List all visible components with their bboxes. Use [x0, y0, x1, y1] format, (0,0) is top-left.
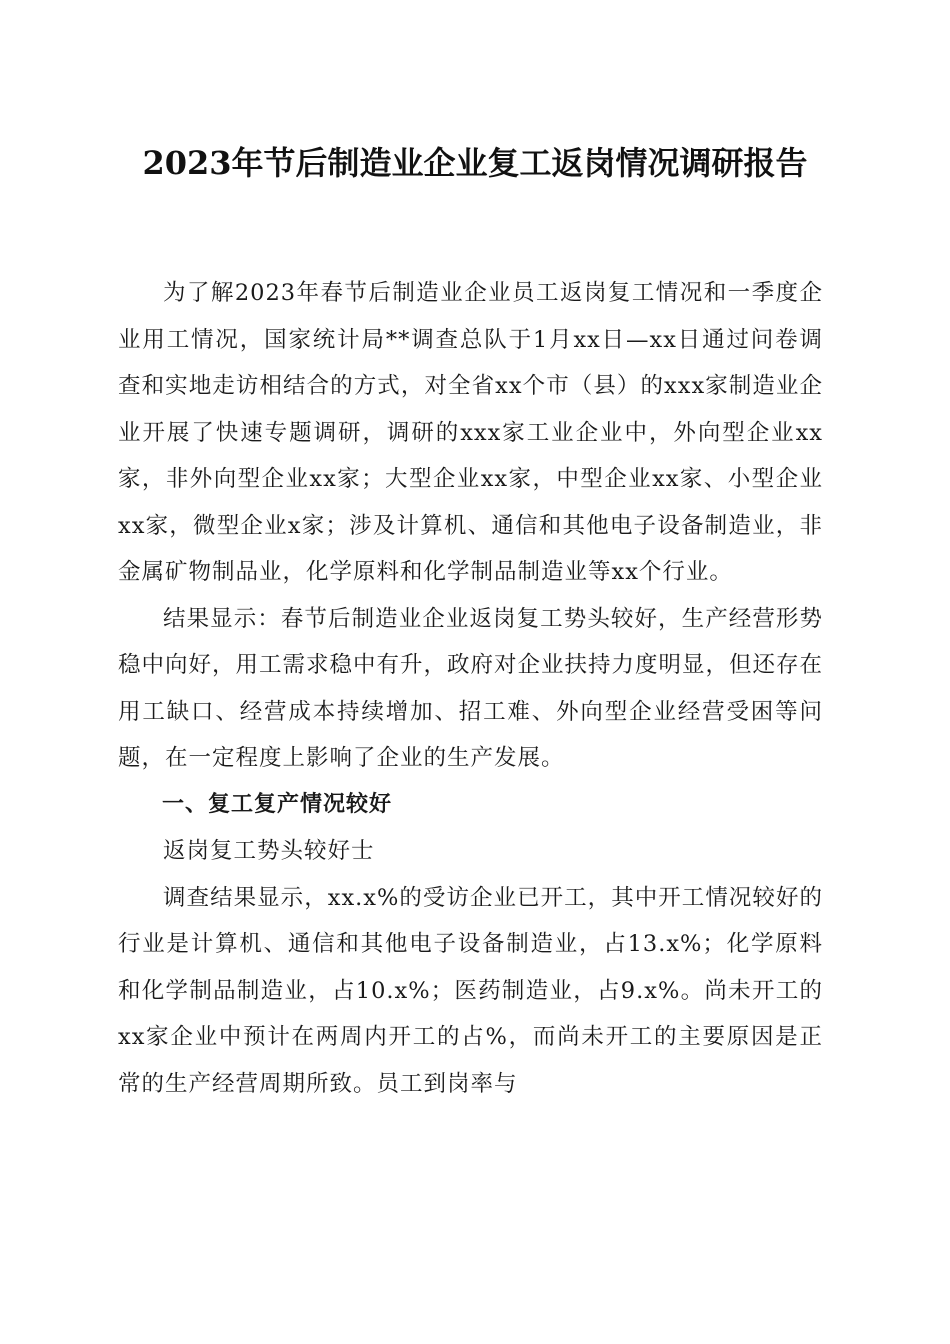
document-title: 2023年节后制造业企业复工返岗情况调研报告	[142, 144, 808, 182]
document-body	[118, 270, 823, 1107]
survey-results-paragraph: 调查结果显示，xx.x%的受访企业已开工，其中开工情况较好的行业是计算机、通信和其他电子设备制造业，占13.x%；化学原料和化学制品制造业，占10.x%；医药制造业，占9.x%。尚未开工的xx家企业中预计在两周内开工的占%，而尚未开工的主要原因是正常的生产经营周期所致。员工到岗率与	[118, 884, 823, 1097]
section-heading: 一、复工复产情况较好	[162, 791, 393, 817]
results-paragraph: 结果显示：春节后制造业企业返岗复工势头较好，生产经营形势稳中向好，用工需求稳中有升，政府对企业扶持力度明显，但还存在用工缺口、经营成本持续增加、招工难、外向型企业经营受困等问题，在一定程度上影响了企业的生产发展。	[118, 605, 824, 771]
subheading: 返岗复工势头较好士	[163, 838, 375, 864]
intro-paragraph: 为了解2023年春节后制造业企业员工返岗复工情况和一季度企业用工情况，国家统计局**调查总队于1月xx日—xx日通过问卷调查和实地走访相结合的方式，对全省xx个市（县）的xxx家制造业企业开展了快速专题调研，调研的xxx家工业企业中，外向型企业xx家，非外向型企业xx家；大型企业xx家，中型企业xx家、小型企业xx家，微型企业x家；涉及计算机、通信和其他电子设备制造业，非金属矿物制品业，化学原料和化学制品制造业等xx个行业。	[118, 280, 823, 585]
